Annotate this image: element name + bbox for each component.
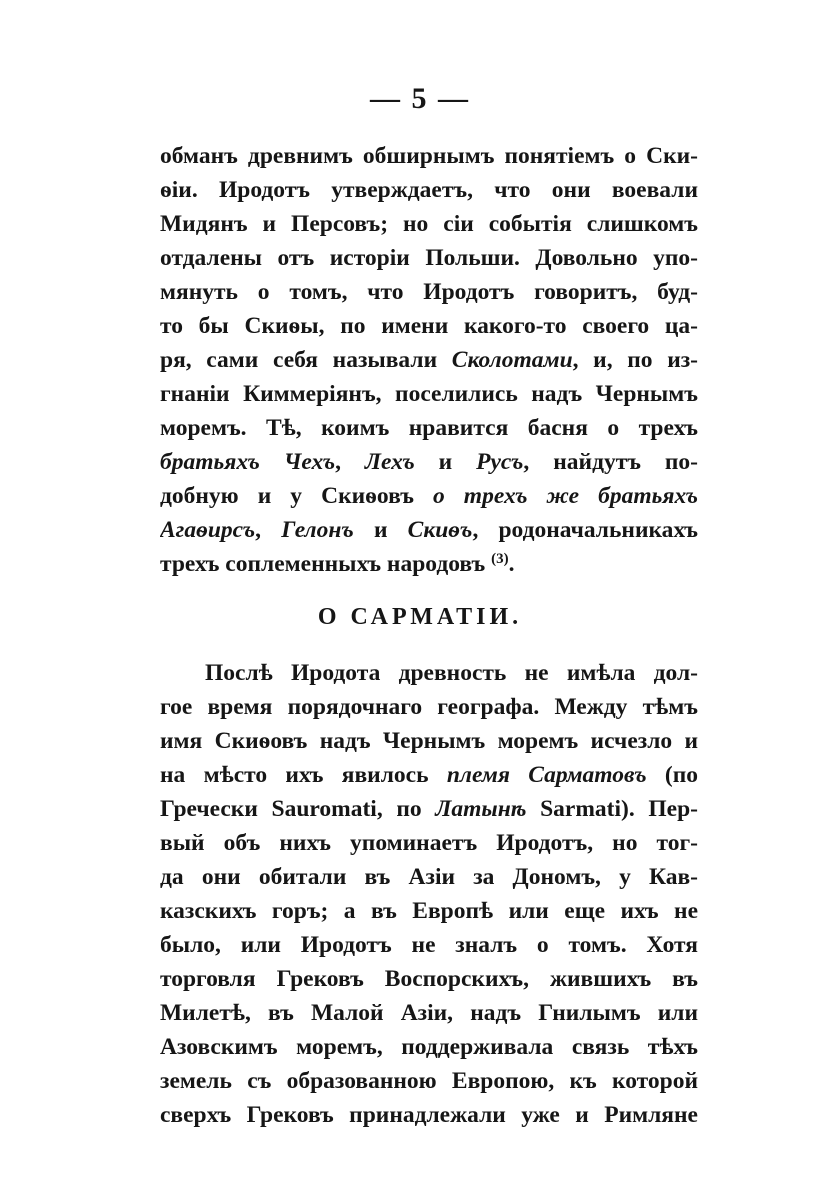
italic-term: Латынѣ: [435, 796, 527, 822]
line-text: Азовскимъ моремъ, поддерживала связь тѣхъ: [160, 1034, 698, 1060]
italic-term: братьяхъ: [160, 449, 260, 475]
line-text: Милетѣ, въ Малой Азiи, надъ Гнилымъ или: [160, 1000, 698, 1026]
line-text: гое время порядочнаго географа. Между тѣмъ: [160, 694, 698, 720]
line-text: , найдутъ по-: [523, 449, 698, 475]
line-text: , родоначальникахъ: [472, 517, 698, 543]
italic-term: Чехъ: [283, 449, 336, 475]
italic-term: Сколотами: [451, 347, 573, 373]
line-text: сверхъ Грековъ принадлежали уже и Римляне: [160, 1102, 698, 1128]
italic-term: племя Сарматовъ: [446, 762, 647, 788]
line-text: торговля Грековъ Воспорскихъ, жившихъ въ: [160, 966, 698, 992]
text-line: [160, 1095, 698, 1135]
line-text: вый объ нихъ упоминаетъ Иродотъ, но тог-: [160, 830, 698, 856]
line-text: отдалены отъ исторiи Польши. Довольно упо-: [160, 245, 698, 271]
line-text: было, или Иродотъ не зналъ о томъ. Хотя: [160, 932, 698, 958]
italic-term: Скиѳъ: [407, 517, 473, 543]
line-text: , и, по из-: [572, 347, 698, 373]
line-text: ,: [335, 449, 341, 475]
line-text: имя Скиѳовъ надъ Чернымъ моремъ исчезло и: [160, 728, 698, 754]
line-text: добную и у Скиѳовъ: [160, 483, 414, 509]
line-text: (по: [664, 762, 698, 788]
italic-term: Агаѳирсъ: [160, 517, 256, 543]
line-text: да они обитали въ Азiи за Дономъ, у Кав-: [160, 864, 698, 890]
line-text: то бы Скиѳы, по имени какого-то своего ца-: [160, 313, 698, 339]
page-number-header: — 5 —: [370, 82, 470, 115]
footnote-reference: (3): [491, 551, 509, 567]
line-text: Мидянъ и Персовъ; но сiи событiя слишкомъ: [160, 211, 698, 237]
text-line: [160, 544, 698, 584]
italic-term: о трехъ же братьяхъ: [432, 483, 698, 509]
section-heading: О САРМАТIИ.: [317, 604, 523, 630]
line-text: Гречески Sauromati, по: [160, 796, 422, 822]
line-text: ря, сами себя называли: [160, 347, 438, 373]
line-text: Sarmati). Пер-: [540, 796, 698, 822]
italic-term: Русъ: [476, 449, 524, 475]
line-text: земель съ образованною Европою, къ которой: [160, 1068, 698, 1094]
line-text: .: [508, 551, 515, 577]
line-text: казскихъ горъ; а въ Европѣ или еще ихъ не: [160, 898, 698, 924]
line-text: ѳiи. Иродотъ утверждаетъ, что они воевали: [160, 177, 698, 203]
line-text: трехъ соплеменныхъ народовъ: [160, 551, 486, 577]
line-text: Послѣ Иродота древность не имѣла дол-: [205, 660, 698, 686]
italic-term: Лехъ: [364, 449, 415, 475]
line-text: моремъ. Тѣ, коимъ нравится басня о трехъ: [160, 415, 698, 441]
line-text: обманъ древнимъ обширнымъ понятiемъ о Ски-: [160, 143, 698, 169]
italic-term: Гелонъ: [281, 517, 354, 543]
line-text: мянуть о томъ, что Иродотъ говоритъ, буд-: [160, 279, 698, 305]
line-text: на мѣсто ихъ явилось: [160, 762, 429, 788]
line-text: гнанiи Киммерiянъ, поселились надъ Чернымъ: [160, 381, 698, 407]
line-text: ,: [255, 517, 262, 543]
line-text: и: [438, 449, 453, 475]
line-text: и: [373, 517, 388, 543]
